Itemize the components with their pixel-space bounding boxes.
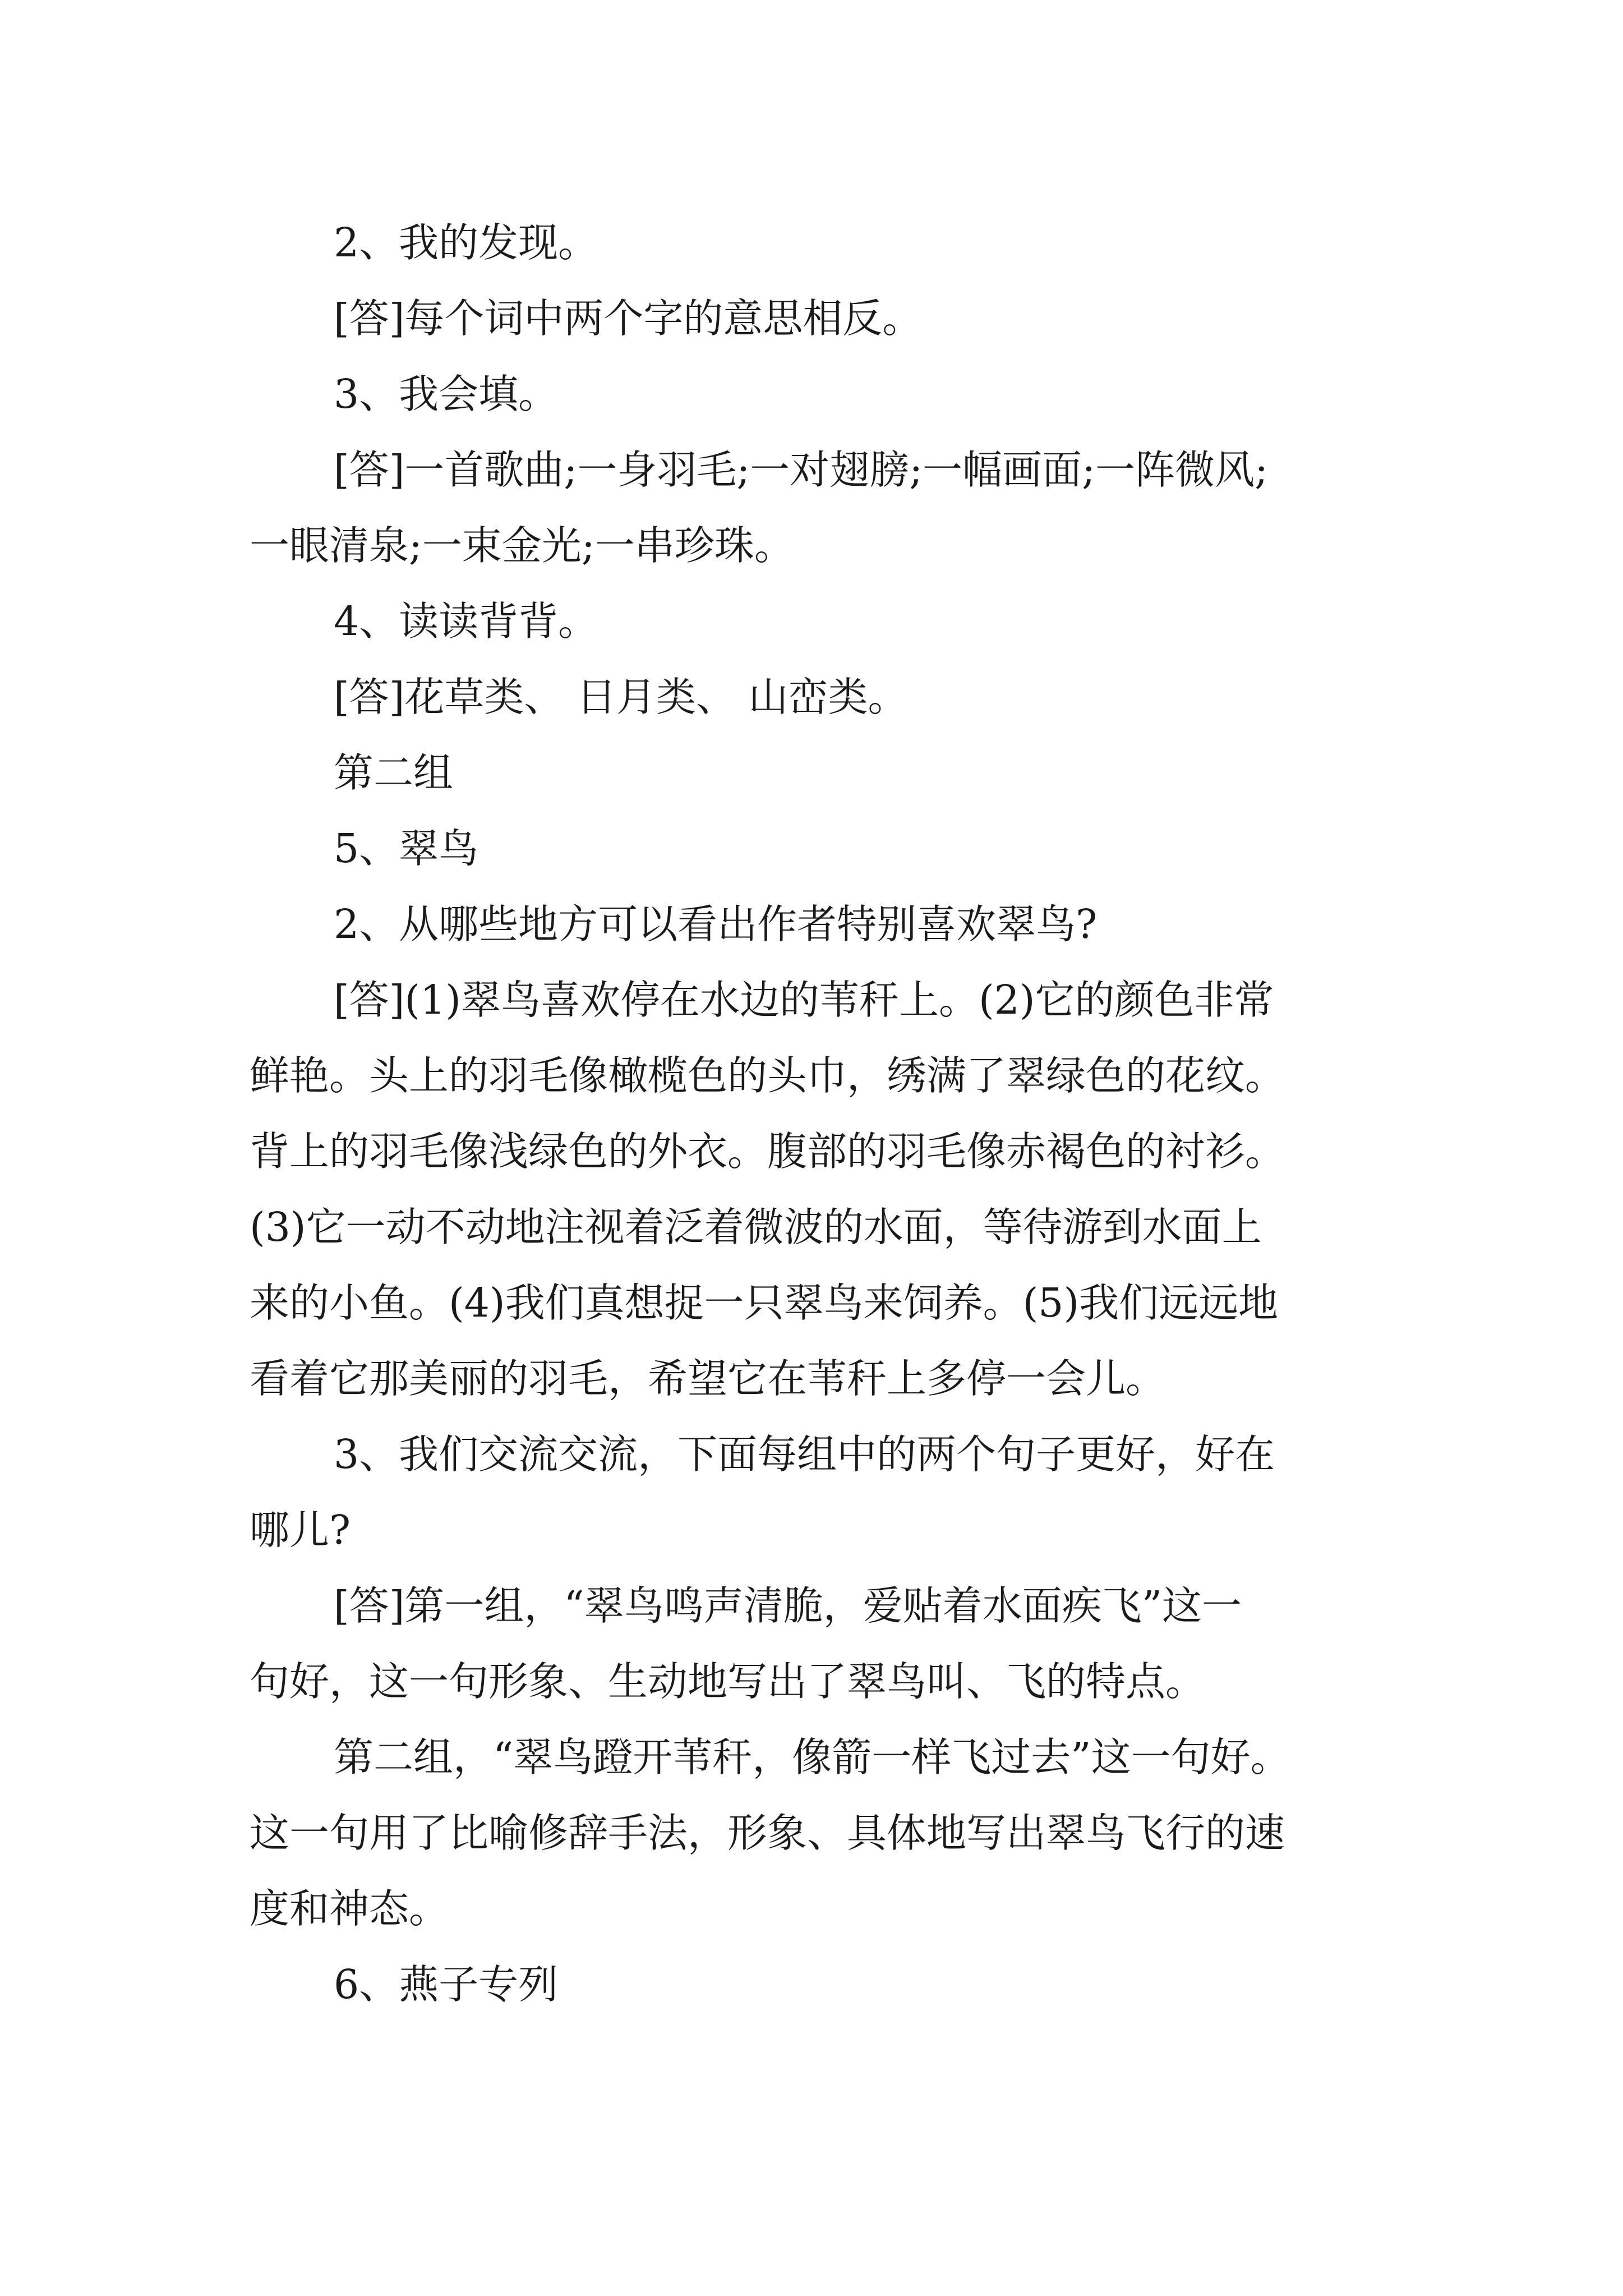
text-line: 第二组，“翠鸟蹬开苇秆，像箭一样飞过去”这一句好。 xyxy=(334,1734,1290,1780)
text-line: 一眼清泉;一束金光;一串珍珠。 xyxy=(250,522,794,569)
text-line: [答]一首歌曲;一身羽毛;一对翅膀;一幅画面;一阵微风; xyxy=(334,447,1269,493)
section-heading: 第二组 xyxy=(334,749,454,796)
text-line: 2、我的发现。 xyxy=(334,219,598,266)
text-line: [答]花草类、 日月类、 山峦类。 xyxy=(334,674,908,720)
document-body xyxy=(250,205,1388,2022)
lesson-title: 6、燕子专列 xyxy=(334,1961,559,2008)
text-line: 度和神态。 xyxy=(250,1885,449,1932)
text-line: 句好，这一句形象、生动地写出了翠鸟叫、飞的特点。 xyxy=(250,1658,1206,1705)
text-line: 4、读读背背。 xyxy=(334,598,598,645)
text-line: 哪儿? xyxy=(250,1507,351,1553)
text-line: 来的小鱼。(4)我们真想捉一只翠鸟来饲养。(5)我们远远地 xyxy=(250,1280,1279,1326)
text-line: [答]第一组，“翠鸟鸣声清脆，爱贴着水面疾飞”这一 xyxy=(334,1582,1242,1629)
text-line: 看着它那美丽的羽毛，希望它在苇秆上多停一会儿。 xyxy=(250,1355,1166,1402)
text-line: 鲜艳。头上的羽毛像橄榄色的头巾，绣满了翠绿色的花纹。 xyxy=(250,1052,1285,1099)
text-line: 这一句用了比喻修辞手法，形象、具体地写出翠鸟飞行的速 xyxy=(250,1810,1285,1856)
text-line: [答]每个词中两个字的意思相反。 xyxy=(334,295,923,342)
text-line: 3、我们交流交流，下面每组中的两个句子更好，好在 xyxy=(334,1431,1275,1478)
lesson-title: 5、翠鸟 xyxy=(334,825,479,872)
text-line: 背上的羽毛像浅绿色的外衣。腹部的羽毛像赤褐色的衬衫。 xyxy=(250,1128,1285,1175)
text-line: 2、从哪些地方可以看出作者特别喜欢翠鸟? xyxy=(334,901,1098,947)
text-line: 3、我会填。 xyxy=(334,371,559,417)
text-line: (3)它一动不动地注视着泛着微波的水面，等待游到水面上 xyxy=(250,1204,1262,1250)
text-line: [答](1)翠鸟喜欢停在水边的苇秆上。(2)它的颜色非常 xyxy=(334,977,1274,1023)
